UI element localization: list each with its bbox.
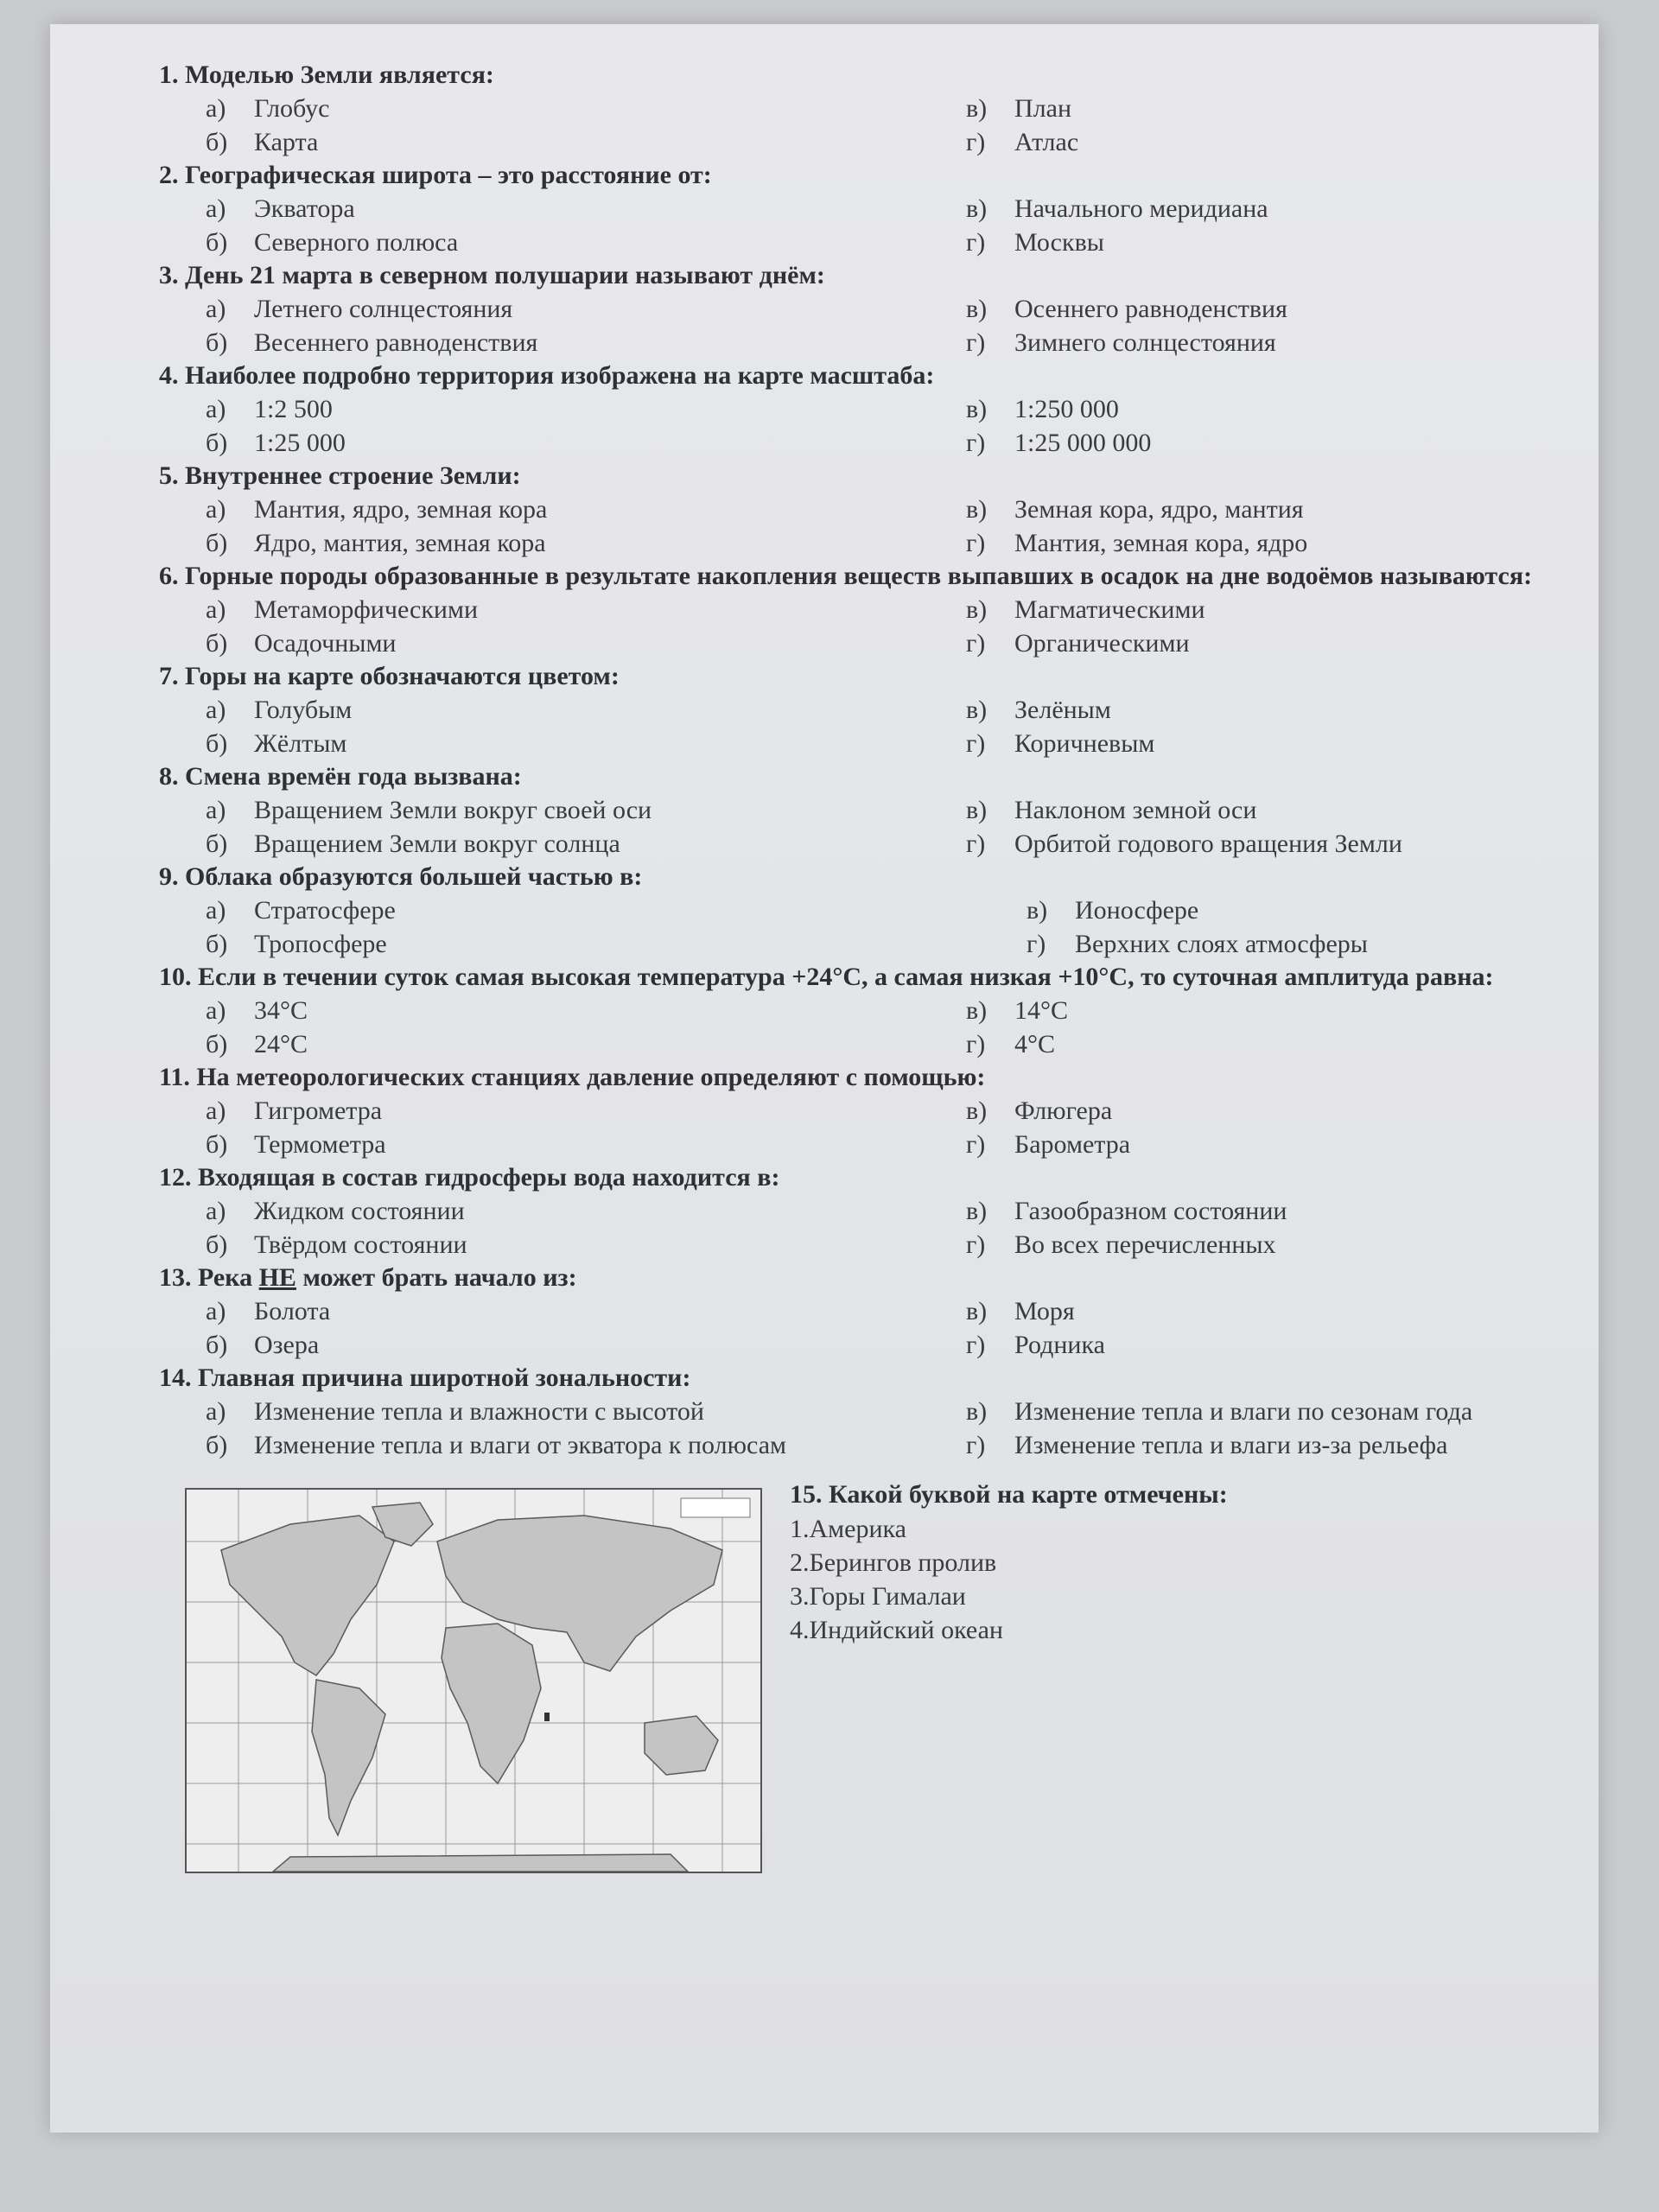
option-b — [206, 927, 1027, 961]
map-marker — [544, 1713, 550, 1721]
option-text: Земная кора, ядро, мантия — [1014, 495, 1304, 524]
option-letter: г) — [966, 429, 986, 457]
option-g — [966, 626, 1571, 660]
option-letter: а) — [206, 595, 226, 624]
option-a — [206, 392, 966, 426]
option-letter: б) — [206, 629, 228, 658]
option-letter: а) — [206, 696, 226, 724]
option-letter: в) — [966, 295, 988, 323]
question-title: 7. Горы на карте обозначаются цветом: — [159, 662, 620, 690]
option-v — [966, 493, 1571, 526]
option-a — [206, 493, 966, 526]
option-letter: б) — [206, 228, 228, 257]
option-v — [966, 192, 1571, 226]
option-letter: б) — [206, 328, 228, 357]
option-text: Осеннего равноденствия — [1014, 295, 1287, 323]
option-g — [966, 326, 1571, 359]
map-scale-box — [681, 1498, 750, 1517]
question-1 — [159, 59, 1585, 159]
option-text: 1:25 000 000 — [1014, 429, 1152, 457]
option-text: 24°С — [254, 1030, 308, 1058]
option-a — [206, 693, 966, 727]
option-text: Газообразном состоянии — [1014, 1197, 1287, 1225]
option-letter: а) — [206, 796, 226, 824]
option-letter: г) — [966, 830, 986, 858]
option-v — [966, 1094, 1571, 1128]
option-letter: в) — [966, 996, 988, 1025]
question-title: 9. Облака образуются большей частью в: — [159, 862, 643, 891]
option-letter: в) — [966, 1297, 988, 1325]
option-letter: г) — [966, 629, 986, 658]
option-g — [966, 1128, 1571, 1161]
option-text: Весеннего равноденствия — [254, 328, 538, 357]
option-letter: б) — [206, 729, 228, 758]
option-letter: г) — [966, 1331, 986, 1359]
option-text: Магматическими — [1014, 595, 1205, 624]
option-text: Озера — [254, 1331, 320, 1359]
option-text: Верхних слоях атмосферы — [1075, 930, 1368, 958]
question-title: 8. Смена времён года вызвана: — [159, 762, 522, 791]
option-letter: а) — [206, 94, 226, 123]
option-v — [966, 994, 1571, 1027]
option-text: Ядро, мантия, земная кора — [254, 529, 546, 557]
option-v — [1027, 893, 1631, 927]
option-b — [206, 426, 966, 460]
option-letter: г) — [966, 729, 986, 758]
option-text: Коричневым — [1014, 729, 1155, 758]
paper-sheet — [50, 24, 1599, 2133]
answer-options — [206, 994, 1585, 1061]
option-g — [966, 226, 1571, 259]
option-text: Родника — [1014, 1331, 1105, 1359]
option-letter: в) — [966, 194, 988, 223]
question-10 — [159, 961, 1585, 1061]
question-title: 2. Географическая широта – это расстояние от: — [159, 161, 712, 189]
question-title: 15. Какой буквой на карте отмечены: — [790, 1480, 1228, 1509]
option-text: Тропосфере — [254, 930, 387, 958]
question-title: 4. Наиболее подробно территория изображена на карте масштаба: — [159, 361, 935, 390]
option-v — [966, 392, 1571, 426]
option-g — [966, 125, 1571, 159]
option-v — [966, 1294, 1571, 1328]
option-letter: б) — [206, 1030, 228, 1058]
option-letter: в) — [966, 696, 988, 724]
option-b — [206, 1228, 966, 1262]
option-text: 1:2 500 — [254, 395, 333, 423]
question-title: 11. На метеорологических станциях давление определяют с помощью: — [159, 1063, 986, 1091]
world-map — [185, 1488, 762, 1873]
option-text: Мантия, земная кора, ядро — [1014, 529, 1308, 557]
question-6 — [159, 560, 1585, 660]
option-letter: а) — [206, 295, 226, 323]
option-g — [966, 426, 1571, 460]
answer-options — [206, 893, 1585, 961]
option-a — [206, 593, 966, 626]
option-text: Органическими — [1014, 629, 1190, 658]
option-text: Твёрдом состоянии — [254, 1230, 467, 1259]
option-b — [206, 1328, 966, 1362]
option-a — [206, 1294, 966, 1328]
option-g — [966, 1027, 1571, 1061]
option-text: Флюгера — [1014, 1096, 1113, 1125]
option-letter: в) — [966, 94, 988, 123]
option-a — [206, 192, 966, 226]
option-text: Зимнего солнцестояния — [1014, 328, 1276, 357]
option-letter: г) — [966, 1130, 986, 1159]
option-letter: б) — [206, 1130, 228, 1159]
option-b — [206, 1428, 966, 1462]
option-v — [966, 292, 1571, 326]
option-text: 34°С — [254, 996, 308, 1025]
question-5 — [159, 460, 1585, 560]
option-b — [206, 727, 966, 760]
option-letter: г) — [966, 1030, 986, 1058]
option-text: Вращением Земли вокруг солнца — [254, 830, 620, 858]
question-15-area — [159, 1471, 1585, 1885]
option-letter: в) — [966, 1197, 988, 1225]
option-letter: г) — [966, 328, 986, 357]
q15-item-indian-ocean: 4.Индийский океан — [790, 1616, 1003, 1644]
answer-options — [206, 693, 1585, 760]
question-title-ne: НЕ — [258, 1263, 296, 1292]
option-text: Моря — [1014, 1297, 1075, 1325]
option-a — [206, 994, 966, 1027]
question-title: 12. Входящая в состав гидросферы вода находится в: — [159, 1163, 780, 1192]
option-text: Экватора — [254, 194, 355, 223]
option-text: 14°С — [1014, 996, 1069, 1025]
option-text: Атлас — [1014, 128, 1079, 156]
option-b — [206, 1027, 966, 1061]
option-letter: в) — [966, 796, 988, 824]
option-v — [966, 1395, 1571, 1428]
question-2 — [159, 159, 1585, 259]
option-letter: в) — [966, 1096, 988, 1125]
option-letter: а) — [206, 996, 226, 1025]
option-b — [206, 226, 966, 259]
option-b — [206, 827, 966, 861]
option-text: Мантия, ядро, земная кора — [254, 495, 548, 524]
answer-options — [206, 292, 1585, 359]
option-letter: г) — [1027, 930, 1046, 958]
option-b — [206, 326, 966, 359]
option-letter: а) — [206, 1096, 226, 1125]
option-letter: б) — [206, 529, 228, 557]
question-13 — [159, 1262, 1585, 1362]
answer-options — [206, 392, 1585, 460]
option-letter: а) — [206, 1397, 226, 1426]
option-letter: а) — [206, 1297, 226, 1325]
option-text: Жёлтым — [254, 729, 347, 758]
answer-options — [206, 92, 1585, 159]
option-letter: а) — [206, 1197, 226, 1225]
option-g — [966, 1328, 1571, 1362]
option-b — [206, 125, 966, 159]
world-map-drawing — [187, 1490, 760, 1872]
option-text: Изменение тепла и влажности с высотой — [254, 1397, 704, 1426]
question-12 — [159, 1161, 1585, 1262]
option-text: Барометра — [1014, 1130, 1131, 1159]
option-letter: а) — [206, 194, 226, 223]
q15-item-america: 1.Америка — [790, 1515, 906, 1543]
question-title — [159, 1262, 1585, 1294]
option-letter: б) — [206, 1431, 228, 1459]
option-g — [966, 1428, 1571, 1462]
option-letter: б) — [206, 128, 228, 156]
question-15 — [790, 1478, 1395, 1647]
option-a — [206, 1395, 966, 1428]
option-letter: г) — [966, 128, 986, 156]
option-text: Москвы — [1014, 228, 1104, 257]
option-a — [206, 1194, 966, 1228]
option-text: Карта — [254, 128, 319, 156]
option-text: Начального меридиана — [1014, 194, 1268, 223]
option-v — [966, 693, 1571, 727]
question-4 — [159, 359, 1585, 460]
option-text: Летнего солнцестояния — [254, 295, 513, 323]
option-b — [206, 626, 966, 660]
question-8 — [159, 760, 1585, 861]
option-b — [206, 526, 966, 560]
question-3 — [159, 259, 1585, 359]
option-letter: б) — [206, 830, 228, 858]
option-g — [966, 526, 1571, 560]
question-9 — [159, 861, 1585, 961]
question-7 — [159, 660, 1585, 760]
option-text: Жидком состоянии — [254, 1197, 465, 1225]
option-g — [966, 827, 1571, 861]
option-text: План — [1014, 94, 1072, 123]
option-letter: в) — [966, 595, 988, 624]
question-11 — [159, 1061, 1585, 1161]
question-title: 3. День 21 марта в северном полушарии называют днём: — [159, 261, 825, 289]
option-v — [966, 793, 1571, 827]
option-v — [966, 1194, 1571, 1228]
answer-options — [206, 493, 1585, 560]
option-text: Орбитой годового вращения Земли — [1014, 830, 1402, 858]
option-g — [1027, 927, 1631, 961]
option-letter: в) — [966, 1397, 988, 1426]
option-letter: г) — [966, 228, 986, 257]
question-title-start: 13. Река — [159, 1263, 259, 1292]
option-a — [206, 793, 966, 827]
option-text: Метаморфическими — [254, 595, 478, 624]
question-title: 6. Горные породы образованные в результате накопления веществ выпавших в осадок на дне водоёмов называются: — [159, 562, 1533, 590]
option-text: 1:250 000 — [1014, 395, 1119, 423]
question-title: 5. Внутреннее строение Земли: — [159, 461, 521, 490]
q15-item-himalayas: 3.Горы Гималаи — [790, 1582, 966, 1611]
option-a — [206, 292, 966, 326]
option-letter: б) — [206, 1331, 228, 1359]
option-letter: а) — [206, 896, 226, 925]
option-letter: г) — [966, 1431, 986, 1459]
question-title: 10. Если в течении суток самая высокая температура +24°С, а самая низкая +10°С, то суточная амплитуда равна: — [159, 963, 1494, 991]
option-b — [206, 1128, 966, 1161]
answer-options — [206, 192, 1585, 259]
option-v — [966, 92, 1571, 125]
answer-options — [206, 793, 1585, 861]
option-g — [966, 1228, 1571, 1262]
answer-options — [206, 1395, 1585, 1462]
option-letter: в) — [1027, 896, 1048, 925]
option-letter: в) — [966, 395, 988, 423]
answer-options — [206, 1094, 1585, 1161]
option-text: Термометра — [254, 1130, 386, 1159]
option-letter: а) — [206, 395, 226, 423]
option-text: Вращением Земли вокруг своей оси — [254, 796, 652, 824]
option-a — [206, 92, 966, 125]
option-letter: в) — [966, 495, 988, 524]
option-text: Во всех перечисленных — [1014, 1230, 1276, 1259]
option-text: Изменение тепла и влаги из-за рельефа — [1014, 1431, 1448, 1459]
option-a — [206, 893, 1027, 927]
option-text: Голубым — [254, 696, 353, 724]
option-g — [966, 727, 1571, 760]
option-text: Осадочными — [254, 629, 397, 658]
antarctica-shape — [273, 1854, 688, 1872]
option-letter: г) — [966, 529, 986, 557]
option-text: Ионосфере — [1075, 896, 1199, 925]
question-title: 1. Моделью Земли является: — [159, 60, 494, 89]
option-text: Наклоном земной оси — [1014, 796, 1257, 824]
answer-options — [206, 593, 1585, 660]
option-text: Изменение тепла и влаги от экватора к полюсам — [254, 1431, 787, 1459]
option-letter: б) — [206, 1230, 228, 1259]
option-v — [966, 593, 1571, 626]
q15-item-bering-strait: 2.Берингов пролив — [790, 1548, 997, 1577]
option-text: 4°С — [1014, 1030, 1056, 1058]
option-text: Глобус — [254, 94, 330, 123]
option-text: 1:25 000 — [254, 429, 346, 457]
option-text: Северного полюса — [254, 228, 459, 257]
option-text: Зелёным — [1014, 696, 1111, 724]
option-text: Гигрометра — [254, 1096, 383, 1125]
answer-options — [206, 1294, 1585, 1362]
option-letter: г) — [966, 1230, 986, 1259]
test-content — [159, 59, 1585, 1885]
question-title: 14. Главная причина широтной зональности: — [159, 1363, 691, 1392]
option-letter: б) — [206, 429, 228, 457]
option-text: Болота — [254, 1297, 331, 1325]
answer-options — [206, 1194, 1585, 1262]
question-14 — [159, 1362, 1585, 1462]
option-a — [206, 1094, 966, 1128]
option-letter: а) — [206, 495, 226, 524]
option-text: Изменение тепла и влаги по сезонам года — [1014, 1397, 1473, 1426]
option-letter: б) — [206, 930, 228, 958]
option-text: Стратосфере — [254, 896, 396, 925]
question-title-end: может брать начало из: — [296, 1263, 577, 1292]
